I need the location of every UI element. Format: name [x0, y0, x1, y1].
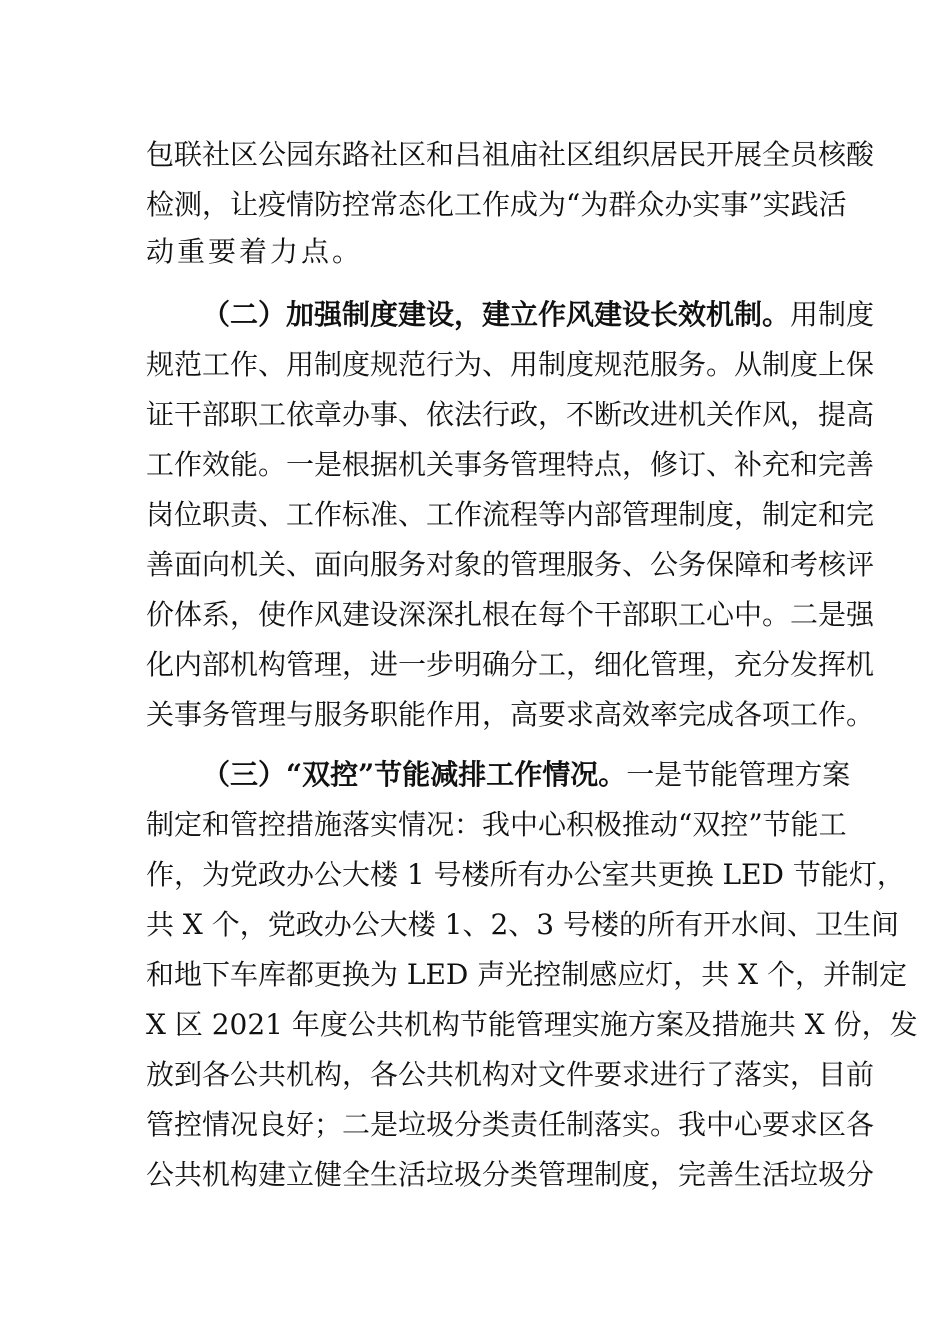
section-heading-line	[202, 755, 851, 795]
paragraph-text: 用制度	[790, 298, 875, 331]
text-line: 善面向机关、面向服务对象的管理服务、公务保障和考核评	[146, 548, 875, 581]
text-line: 工作效能。一是根据机关事务管理特点，修订、补充和完善	[146, 448, 875, 481]
text-line: 动重要着力点。	[146, 235, 364, 268]
text-line: 制定和管控措施落实情况：我中心积极推动“双控”节能工	[146, 808, 847, 841]
text-line: 包联社区公园东路社区和吕祖庙社区组织居民开展全员核酸	[146, 138, 875, 171]
text-line: 公共机构建立健全生活垃圾分类管理制度，完善生活垃圾分	[146, 1158, 875, 1191]
text-line: X 区 2021 年度公共机构节能管理实施方案及措施共 X 份，发	[146, 1008, 918, 1041]
text-line: 共 X 个，党政办公大楼 1、2、3 号楼的所有开水间、卫生间	[146, 908, 899, 941]
text-line: 化内部机构管理，进一步明确分工，细化管理，充分发挥机	[146, 648, 875, 681]
section-heading: （二）加强制度建设，建立作风建设长效机制。	[202, 298, 791, 331]
section-heading: （三）“双控”节能减排工作情况。	[202, 758, 627, 791]
text-line: 岗位职责、工作标准、工作流程等内部管理制度，制定和完	[146, 498, 875, 531]
text-line: 管控情况良好；二是垃圾分类责任制落实。我中心要求区各	[146, 1108, 875, 1141]
text-line: 作，为党政办公大楼 1 号楼所有办公室共更换 LED 节能灯，	[146, 858, 905, 891]
section-heading-line	[202, 295, 875, 335]
text-line: 放到各公共机构，各公共机构对文件要求进行了落实，目前	[146, 1058, 875, 1091]
text-line: 和地下车库都更换为 LED 声光控制感应灯，共 X 个，并制定	[146, 958, 908, 991]
text-line: 检测，让疫情防控常态化工作成为“为群众办实事”实践活	[146, 188, 847, 221]
text-line: 证干部职工依章办事、依法行政，不断改进机关作风，提高	[146, 398, 875, 431]
text-line: 关事务管理与服务职能作用，高要求高效率完成各项工作。	[146, 698, 875, 731]
text-line: 规范工作、用制度规范行为、用制度规范服务。从制度上保	[146, 348, 875, 381]
paragraph-text: 一是节能管理方案	[626, 758, 851, 791]
text-line: 价体系，使作风建设深深扎根在每个干部职工心中。二是强	[146, 598, 875, 631]
